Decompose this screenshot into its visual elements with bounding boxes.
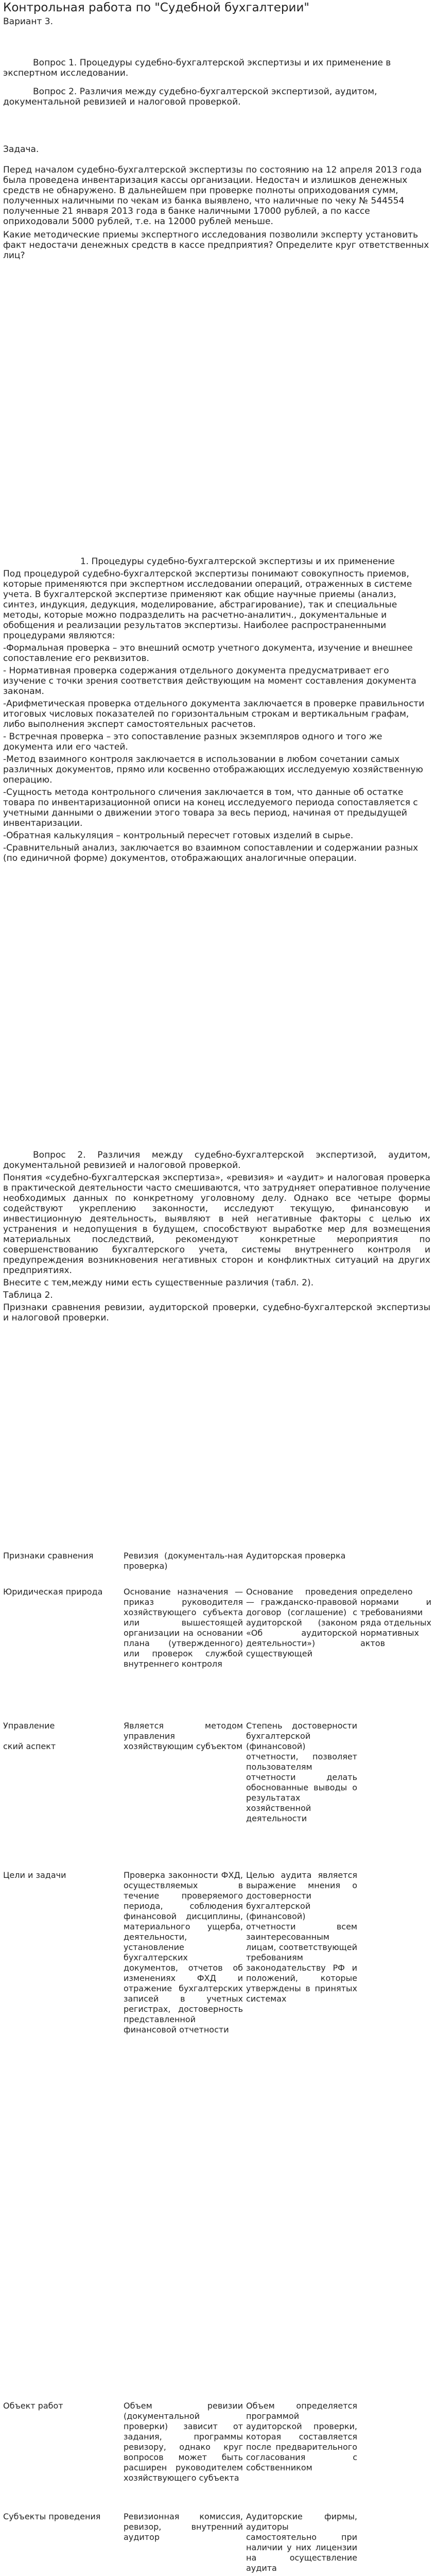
table-cell: Субъекты проведения <box>3 2512 101 2521</box>
procedure-item: -Формальная проверка – это внешний осмотр учетного документа, изучение и внешнее сопоставление его реквизитов. <box>3 643 413 664</box>
table-caption: Таблица 2. <box>3 1290 53 1300</box>
table-row <box>3 1587 430 1669</box>
procedure-item: -Арифметическая проверка отдельного документа заключается в проверке правильности итоговых числовых показателей по горизонтальным строкам и вертикальным графам, либо выполнения эксперт самостоятельных расчетов. <box>3 699 425 730</box>
table-cell <box>357 2401 431 2483</box>
table-title: Признаки сравнения ревизии, аудиторской проверки, судебно-бухгалтерской экспертизы и налоговой проверки. <box>3 1302 430 1323</box>
table-cell: Цели и задачи <box>3 1870 66 1880</box>
table-cell: Аудиторские фирмы, аудиторы самостоятельно при наличии у них лицензии на осуществление аудита <box>246 2512 357 2573</box>
task-text: Перед началом судебно-бухгалтерской экспертизы по состоянию на 12 апреля 2013 года была проведена инвентаризация кассы организации. Недостач и излишков денежных средств не обнаружено. В дальнейшем при проверке полноты оприходования сумм, полученных наличными по чекам из банка выявлено, что наличные по чеку № 544554 полученные 21 января 2013 года в банке наличными 17000 рублей, а по кассе оприходовали 5000 рублей, т.е. на 12000 рублей меньше. <box>3 165 422 227</box>
section-2-heading: Вопрос 2. Различия между судебно-бухгалтерской экспертизой, аудитом, документальной ревизией и налоговой проверкой. <box>3 1150 430 1171</box>
table-cell: Признаки сравнения <box>3 1551 94 1561</box>
table-cell <box>357 1721 431 1824</box>
table-cell: Целью аудита является выражение мнения о достоверности бухгалтерской (финансовой) отчетности всем заинтересованным лицам, соответствующей требованиям законодательству РФ и положений, которые утверждены в принятых системах <box>246 1870 357 2004</box>
variant-label: Вариант 3. <box>3 16 53 27</box>
table-row <box>3 2401 430 2483</box>
table-cell: Основание назначения — приказ руководителя хозяйствующего субъекта или вышестоящей организации на основании плана (утвержденного) или проверок службой внутреннего контроля <box>124 1587 243 1669</box>
section-1 <box>3 556 430 863</box>
table-cell: Основание проведения — гражданско-правовой договор (соглашение) с аудиторской (законом «Об аудиторской деятельности») существующей <box>246 1587 357 1658</box>
procedure-item: -Метод взаимного контроля заключается в использовании в любом сочетании самых различных документов, прямо или косвенно отображающих исследуемую хозяйственную операцию. <box>3 754 423 785</box>
table-cell: определено нормами и требованиями ряда отдельных нормативных актов <box>360 1587 431 1648</box>
task-block <box>3 144 430 261</box>
questions-block <box>3 58 430 107</box>
procedure-item: - Нормативная проверка содержания отдельного документа предусматривает его изучение с точки зрения соответствия действующим на момент составления документа законам. <box>3 666 416 697</box>
table-cell: Ревизионная комиссия, ревизор, внутренний аудитор <box>124 2512 243 2542</box>
procedure-item: -Сравнительный анализ, заключается во взаимном сопоставлении и содержании разных (по единичной форме) документов, отображающих аналогичные операции. <box>3 843 418 863</box>
section-1-intro: Под процедурой судебно-бухгалтерской экспертизы понимают совокупность приемов, которые применяются при экспертном исследовании операций, отраженных в системе учета. В бухгалтерской экспертизе применяют как общие научные приемы (анализ, синтез, индукция, дедукция, моделирование, абстрагирование), так и специальные методы, которые можно подразделить на расчетно-аналитич., документальные и обобщения и реализации результатов экспертизы. Наиболее распространенными процедурами являются: <box>3 569 412 641</box>
section-1-heading: 1. Процедуры судебно-бухгалтерской экспертизы и их применение <box>80 556 395 567</box>
table-cell: Объем определяется программой аудиторской проверки, которая составляется после предварительного согласования с собственником <box>246 2401 357 2472</box>
table-cell: Юридическая природа <box>3 1587 103 1597</box>
procedure-item: -Обратная калькуляция – контрольный пересчет готовых изделий в сырье. <box>3 831 354 841</box>
table-row <box>3 1721 430 1824</box>
table-cell: Степень достоверности бухгалтерской (финансовой) отчетности, позволяет пользователям отчетности делать обоснованные выводы о результатах хозяйственной деятельности <box>246 1721 357 1823</box>
section-2-text: Понятия «судебно-бухгалтерская экспертиза», «ревизия» и «аудит» и налоговая проверка в практической деятельности часто смешиваются, что затрудняет оперативное получение необходимых данных по конкретному уголовному делу. Однако все четыре формы содействуют укреплению законности, исследуют текущую, финансовую и инвестиционную деятельность, выявляют в ней негативные факторы с целью их устранения и недопущения в будущем, способствуют выработке мер для возмещения материальных последствий, рекомендуют конкретные мероприятия по совершенствованию бухгалтерского учета, системы внутреннего контроля и предупреждения возникновения негативных сторон и конфликтных ситуаций на других предприятиях. <box>3 1173 430 1276</box>
task-question: Какие методические приемы экспертного исследования позволили эксперту установить факт недостачи денежных средств в кассе предприятия? Определите круг ответственных лиц? <box>3 230 429 261</box>
task-heading: Задача. <box>3 144 39 155</box>
question-1: Вопрос 1. Процедуры судебно-бухгалтерской экспертизы и их применение в экспертном исследовании. <box>3 58 391 78</box>
procedure-item: - Встречная проверка – это сопоставление разных экземпляров одного и того же документа или его частей. <box>3 732 382 752</box>
table-cell <box>357 2512 431 2573</box>
document-title: Контрольная работа по "Судебной бухгалтерии" <box>3 1 309 14</box>
table-cell: Объем ревизии (документальной проверки) зависит от задания, программы ревизору, однако круг вопросов может быть расширен руководителем хозяйствующего субъекта <box>124 2401 243 2483</box>
table-row <box>3 1551 430 1571</box>
table-row <box>3 1870 430 2035</box>
table-cell: Ревизия (документаль-ная проверка) <box>124 1551 243 1571</box>
table-row <box>3 2512 430 2573</box>
table-cell: Проверка законности ФХД, осуществляемых в течение проверяемого периода, соблюдения финансовой дисциплины, материального ущерба, деятельности, установление бухгалтерских документов, отчетов об изменениях ФХД и отражение бухгалтерских записей в учетных регистрах, достоверность представленной финансовой отчетности <box>124 1870 243 2035</box>
table-cell <box>357 1870 431 2035</box>
procedure-item: -Сущность метода контрольного сличения заключается в том, что данные об остатке товара по инвентаризационной описи на конец исследуемого периода сопоставляется с учетными данными о движении этого товара за весь период, начиная от предыдущей инвентаризации. <box>3 787 418 828</box>
table-cell: Управление ский аспект <box>3 1721 56 1751</box>
question-2: Вопрос 2. Различия между судебно-бухгалтерской экспертизой, аудитом, документальной ревизией и налоговой проверкой. <box>3 87 377 107</box>
table-cell: Аудиторская проверка <box>246 1551 346 1561</box>
table-cell <box>357 1551 431 1571</box>
section-2-note: Внесите с тем,между ними есть существенные различия (табл. 2). <box>3 1278 314 1288</box>
table-cell: Является методом управления хозяйствующим субъектом <box>124 1721 243 1751</box>
section-2 <box>3 1150 430 1323</box>
table-cell: Объект работ <box>3 2401 63 2411</box>
